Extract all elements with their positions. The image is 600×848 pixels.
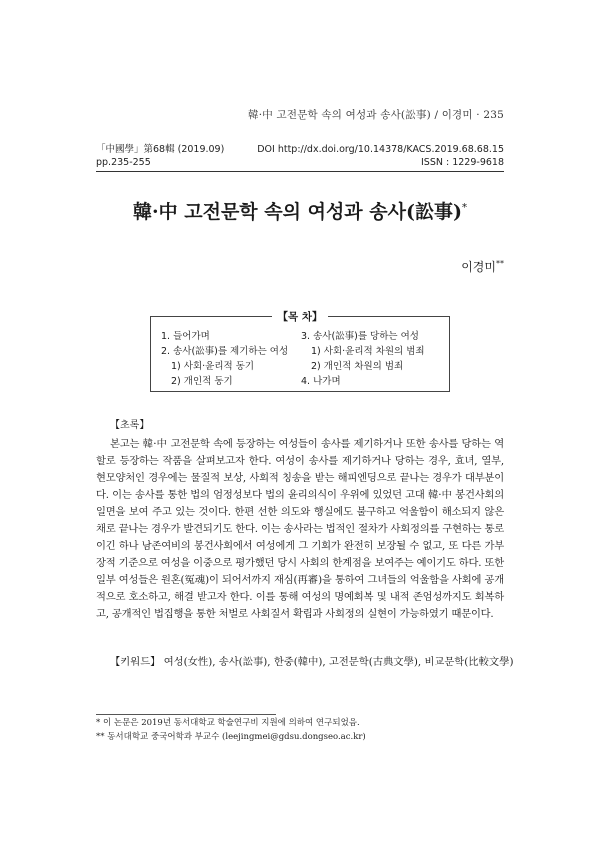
toc-subitem: 2) 개인적 차원의 범죄 [311, 361, 404, 372]
doi[interactable]: DOI http://dx.doi.org/10.14378/KACS.2019.68.68.15 [257, 144, 504, 155]
paper-title [0, 197, 600, 224]
toc-item: 2. 송사(訟事)를 제기하는 여성 [161, 346, 289, 357]
author-name: 이경미 [461, 260, 496, 274]
footnote-funding: * 이 논문은 2019년 동서대학교 학술연구비 지원에 의하여 연구되었음. [96, 718, 360, 728]
toc-heading [151, 309, 449, 324]
publication-meta [96, 143, 504, 169]
keywords-label: 【키워드】 [110, 656, 161, 668]
footnotes [96, 716, 366, 744]
toc-subitem: 2) 개인적 동기 [171, 376, 233, 387]
toc-right-column [301, 329, 441, 389]
paper-title-text: 韓·中 고전문학 속의 여성과 송사(訟事) [133, 201, 462, 223]
toc-left-column [161, 329, 301, 389]
toc-item: 4. 나가며 [301, 376, 341, 387]
toc-subitem: 1) 사회·윤리적 차원의 범죄 [311, 346, 425, 357]
author [461, 258, 504, 275]
running-head: 韓·中 고전문학 속의 여성과 송사(訟事) / 이경미 · 235 [248, 109, 504, 121]
footnote-author: ** 동서대학교 중국어학과 부교수 (leejingmei@gdsu.dongseo.ac.kr) [96, 732, 366, 742]
toc-subitem: 1) 사회·윤리적 동기 [171, 361, 255, 372]
footnote-divider [96, 714, 276, 715]
page-range: pp.235-255 [96, 157, 151, 168]
toc-item: 1. 들어가며 [161, 331, 210, 342]
meta-divider [96, 171, 504, 172]
journal-issue: 「中國學」第68輯 (2019.09) [96, 144, 225, 155]
abstract-body: 본고는 韓·中 고전문학 속에 등장하는 여성들이 송사를 제기하거나 또한 송사를 당하는 역할로 등장하는 작품을 살펴보고자 한다. 여성이 송사를 제기하거나 당하는 경우, 효녀, 열부, 현모양처인 경우에는 물질적 보상, 사회적 칭송을 받는 해피엔딩으로 끝나는 경우가 대부분이다. 이는 송사를 통한 법의 엄정성보다 법의 윤리의식이 우위에 있었던 고대 韓·中 봉건사회의 일면을 보여 주고 있는 것이다. 한편 선한 의도와 행실에도 불구하고 억울함이 해소되지 않은 채로 끝나는 경우가 발견되기도 한다. 이는 송사라는 법적인 절차가 사회정의를 구현하는 통로이긴 하나 남존여비의 봉건사회에서 여성에게 그 기회가 완전히 보장될 수 없고, 또 다른 가부장적 기준으로 여성을 이중으로 평가했던 당시 사회의 한계점을 보여주는 예이기도 하다. 또한 일부 여성들은 원혼(冤魂)이 되어서까지 재심(再審)을 통하여 그녀들의 억울함을 사회에 공개적으로 호소하고, 해결 받고자 한다. 이를 통해 여성의 명예회복 및 내적 존엄성까지도 회복하고, 공개적인 법집행을 통한 처벌로 사회질서 확립과 사회정의 실현이 가능하였기 때문이다. [96, 438, 504, 620]
toc-item: 3. 송사(訟事)를 당하는 여성 [301, 331, 419, 342]
keywords-text: 여성(女性), 송사(訟事), 한중(韓中), 고전문학(古典文學), 비교문학(比較文學) [160, 656, 514, 668]
issn: ISSN : 1229-9618 [421, 157, 504, 168]
abstract [96, 417, 504, 623]
abstract-label: 【초록】 [110, 420, 150, 431]
title-footnote-mark: * [461, 202, 467, 214]
author-footnote-mark: ** [496, 259, 504, 268]
table-of-contents [150, 311, 450, 392]
keywords [110, 653, 513, 668]
toc-heading-text: 【목 차】 [272, 311, 329, 323]
